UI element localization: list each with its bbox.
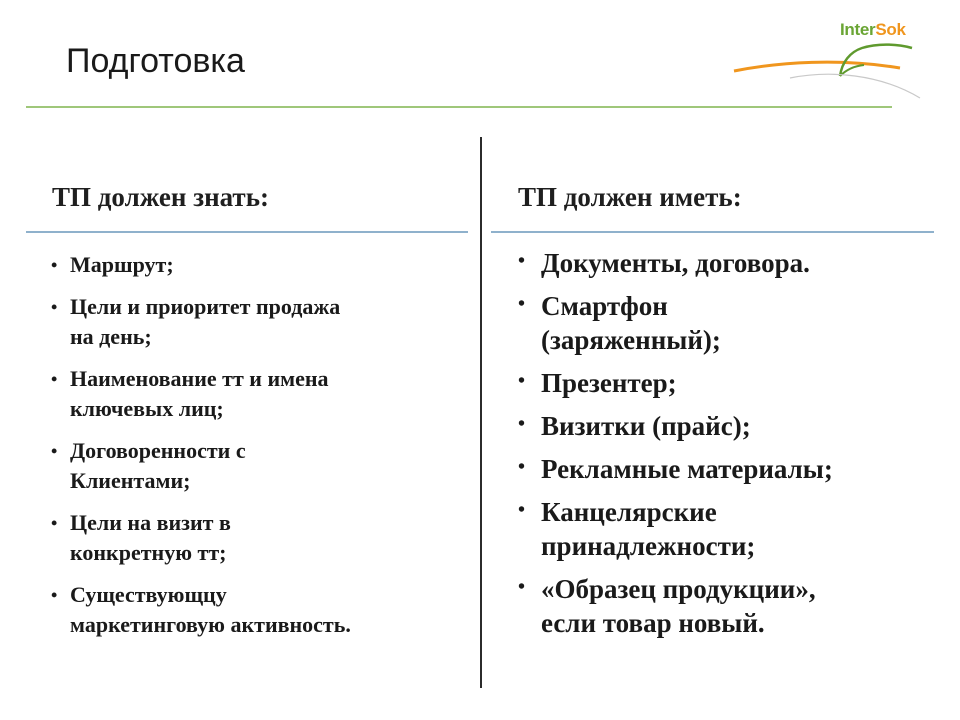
list-item-text: (заряженный); <box>541 325 721 355</box>
list-item-text: Существующцу <box>70 582 227 607</box>
right-column-list <box>516 246 833 649</box>
bullet-icon: • <box>518 250 526 272</box>
list-item-text: Рекламные материалы; <box>541 454 833 484</box>
list-item <box>48 436 351 496</box>
list-item-text: конкретную тт; <box>70 540 227 565</box>
list-item <box>516 409 833 443</box>
list-item <box>516 289 833 357</box>
bullet-icon: • <box>518 413 526 435</box>
list-item <box>516 572 833 640</box>
list-item-text: Смартфон <box>541 291 668 321</box>
left-column-list <box>48 250 351 652</box>
bullet-icon: • <box>51 441 58 461</box>
list-item-text: Визитки (прайс); <box>541 411 751 441</box>
list-item <box>48 508 351 568</box>
bullet-icon: • <box>518 456 526 478</box>
list-item <box>48 250 351 280</box>
intersok-logo <box>730 18 930 110</box>
list-item-text: маркетинговую активность. <box>70 612 351 637</box>
right-column-heading: ТП должен иметь: <box>518 182 742 212</box>
list-item-text: Канцелярские <box>541 497 717 527</box>
bullet-icon: • <box>518 576 526 598</box>
bullet-icon: • <box>518 499 526 521</box>
bullet-icon: • <box>51 297 58 317</box>
list-item-text: Документы, договора. <box>541 248 810 278</box>
list-item-text: Презентер; <box>541 368 677 398</box>
bullet-icon: • <box>51 255 58 275</box>
list-item-text: «Образец продукции», <box>541 574 816 604</box>
bullet-icon: • <box>51 513 58 533</box>
list-item-text: если товар новый. <box>541 608 765 638</box>
list-item-text: Цели на визит в <box>70 510 231 535</box>
left-column-heading: ТП должен знать: <box>52 182 269 212</box>
column-divider <box>480 137 482 688</box>
list-item <box>48 364 351 424</box>
list-item-text: ключевых лиц; <box>70 396 224 421</box>
list-item <box>516 246 833 280</box>
list-item-text: Наименование тт и имена <box>70 366 329 391</box>
list-item-text: Маршрут; <box>70 252 174 277</box>
list-item <box>48 580 351 640</box>
list-item-text: на день; <box>70 324 152 349</box>
bullet-icon: • <box>518 370 526 392</box>
list-item-text: Цели и приоритет продажа <box>70 294 341 319</box>
bullet-icon: • <box>51 369 58 389</box>
list-item-text: Договоренности с <box>70 438 246 463</box>
title-underline <box>26 106 892 108</box>
bullet-icon: • <box>51 585 58 605</box>
list-item-text: Клиентами; <box>70 468 191 493</box>
list-item-text: принадлежности; <box>541 531 756 561</box>
slide-title: Подготовка <box>66 42 245 80</box>
right-heading-rule <box>491 231 934 233</box>
list-item <box>516 452 833 486</box>
left-heading-rule <box>26 231 468 233</box>
list-item <box>516 495 833 563</box>
bullet-icon: • <box>518 293 526 315</box>
list-item <box>516 366 833 400</box>
list-item <box>48 292 351 352</box>
logo-text: InterSok <box>840 20 906 39</box>
